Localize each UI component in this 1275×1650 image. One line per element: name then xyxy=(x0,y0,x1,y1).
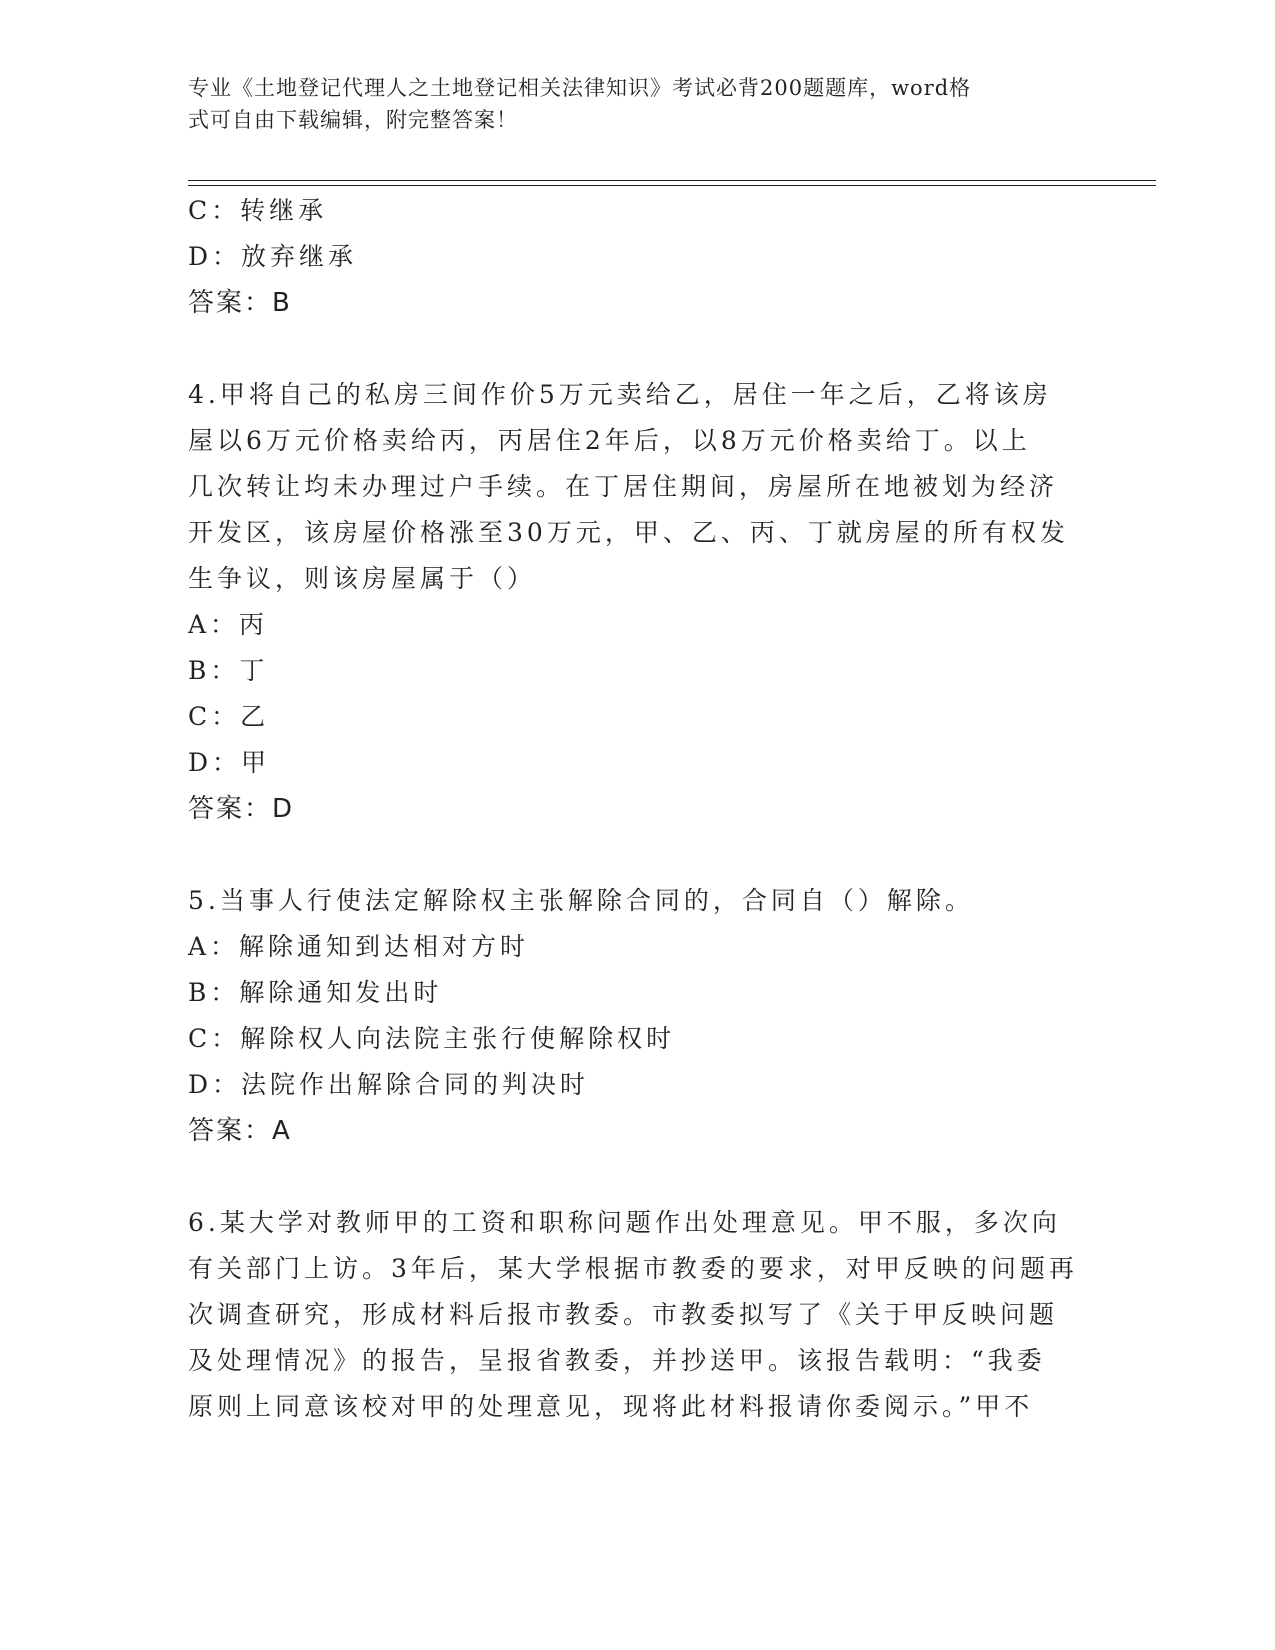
question-stem-line: 开发区，该房屋价格涨至30万元，甲、乙、丙、丁就房屋的所有权发 xyxy=(188,518,1069,547)
header-line: 式可自由下载编辑，附完整答案！ xyxy=(188,108,518,132)
question-stem-line: 5.当事人行使法定解除权主张解除合同的，合同自（）解除。 xyxy=(188,886,974,915)
question-stem-line: 4.甲将自己的私房三间作价5万元卖给乙，居住一年之后，乙将该房 xyxy=(188,380,1052,409)
question-stem-line: 及处理情况》的报告，呈报省教委，并抄送甲。该报告载明：“我委 xyxy=(188,1346,1046,1375)
answer-line: 答案：D xyxy=(188,794,295,824)
option-d: D：甲 xyxy=(188,748,271,777)
option-c: C：乙 xyxy=(188,702,270,731)
question-3-tail xyxy=(188,188,1088,326)
header-double-rule xyxy=(188,180,1156,186)
spacer xyxy=(188,326,1088,372)
option-a: A：解除通知到达相对方时 xyxy=(188,932,530,961)
question-stem-line: 有关部门上访。3年后，某大学根据市教委的要求，对甲反映的问题再 xyxy=(188,1254,1078,1283)
option-b: B：丁 xyxy=(188,656,269,685)
question-stem-line: 6.某大学对教师甲的工资和职称问题作出处理意见。甲不服，多次向 xyxy=(188,1208,1061,1237)
spacer xyxy=(188,1154,1088,1200)
option-d: D：放弃继承 xyxy=(188,242,358,271)
option-a: A：丙 xyxy=(188,610,269,639)
answer-line: 答案：A xyxy=(188,1116,292,1146)
question-stem-line: 生争议，则该房屋属于（） xyxy=(188,564,537,593)
question-6 xyxy=(188,1200,1088,1430)
spacer xyxy=(188,832,1088,878)
option-d: D：法院作出解除合同的判决时 xyxy=(188,1070,590,1099)
question-stem-line: 几次转让均未办理过户手续。在丁居住期间，房屋所在地被划为经济 xyxy=(188,472,1059,501)
question-list xyxy=(188,188,1088,1430)
question-4 xyxy=(188,372,1088,832)
option-b: B：解除通知发出时 xyxy=(188,978,443,1007)
question-5 xyxy=(188,878,1088,1154)
page-header xyxy=(188,72,1068,136)
option-c: C：解除权人向法院主张行使解除权时 xyxy=(188,1024,676,1053)
header-line: 专业《土地登记代理人之土地登记相关法律知识》考试必背200题题库，word格 xyxy=(188,76,972,100)
answer-line: 答案：B xyxy=(188,288,292,318)
question-stem-line: 次调查研究，形成材料后报市教委。市教委拟写了《关于甲反映问题 xyxy=(188,1300,1059,1329)
option-c: C：转继承 xyxy=(188,196,328,225)
question-stem-line: 屋以6万元价格卖给丙，丙居住2年后，以8万元价格卖给丁。以上 xyxy=(188,426,1031,455)
question-stem-line: 原则上同意该校对甲的处理意见，现将此材料报请你委阅示。”甲不 xyxy=(188,1392,1034,1421)
